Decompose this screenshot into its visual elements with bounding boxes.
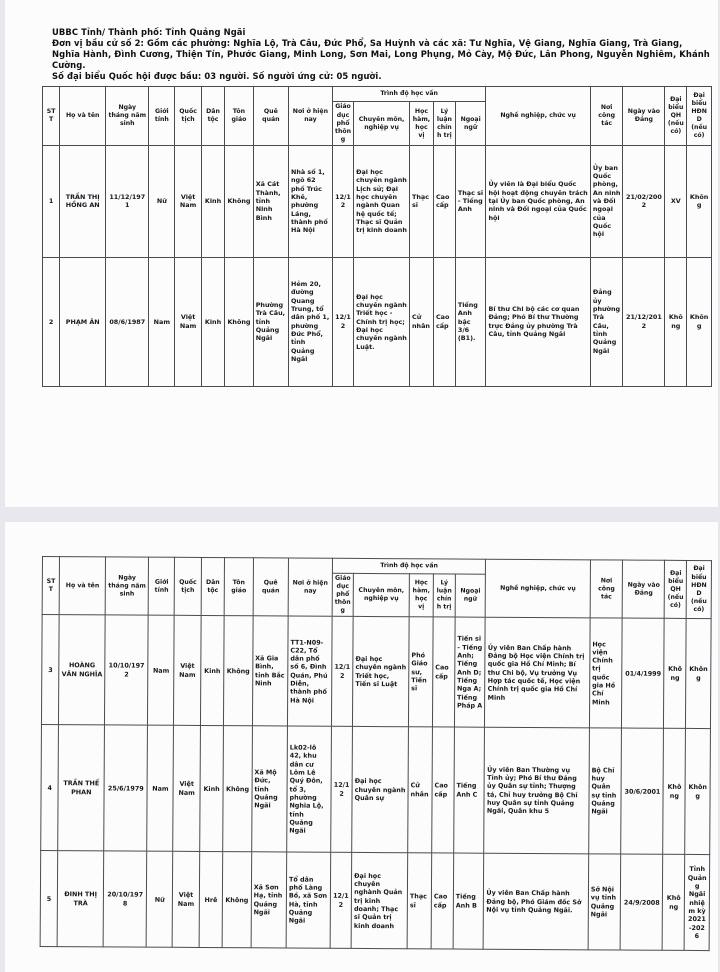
table-cell: 1	[43, 145, 60, 257]
table-cell: Bộ Chỉ huy Quân sự tỉnh Quảng Ngãi	[589, 728, 622, 854]
table-cell: Thạc sĩ - Tiếng Anh	[455, 145, 486, 257]
table-cell: Không	[685, 729, 710, 855]
column-header: STT	[43, 87, 60, 145]
column-header: Quê quán	[253, 558, 289, 617]
table-cell: Phó Giáo sư, Tiến sĩ	[408, 617, 433, 727]
ubbc-title-line: UBBC Tỉnh/ Thành phố: Tỉnh Quảng Ngãi	[52, 27, 246, 37]
table-cell: HOÀNG VĂN NGHĨA	[59, 615, 106, 725]
column-header: Nơi ở hiện nay	[288, 558, 332, 617]
table-cell: Không	[223, 726, 252, 852]
table-cell: 11/12/1971	[106, 145, 149, 257]
table-cell: Việt Nam	[175, 257, 202, 386]
column-header: Quốc tịch	[174, 557, 201, 615]
table-cell: 25/6/1979	[104, 725, 148, 851]
column-header: Dân tộc	[201, 87, 224, 145]
table-cell: Cử nhân	[408, 727, 433, 853]
table-cell: 2	[43, 257, 60, 386]
column-header: Quốc tịch	[175, 87, 202, 145]
table-cell: 24/9/2008	[621, 854, 663, 950]
education-group-header: Trình độ học vấn	[332, 87, 486, 102]
table-cell: 4	[41, 725, 59, 851]
table-cell: Tỉnh Quảng Ngãi nhiệm kỳ 2021-2026	[684, 855, 709, 951]
column-header: Giới tính	[149, 557, 175, 615]
table-cell: Cử nhân	[410, 257, 434, 386]
candidate-row	[40, 851, 710, 951]
table-cell: 12/12	[331, 617, 353, 727]
table-cell: 12/12	[330, 853, 352, 949]
candidate-row	[41, 615, 711, 729]
column-header: Học hàm, học vị	[410, 102, 434, 145]
table-cell: Xã Cát Thành, tỉnh Ninh Bình	[253, 145, 288, 257]
table-cell: 12/12	[331, 727, 353, 853]
column-header: Quê quán	[253, 87, 288, 145]
table-cell: ĐINH THỊ TRÀ	[57, 851, 103, 947]
table-cell: 21/02/2002	[623, 145, 665, 257]
table-cell: 21/12/2012	[623, 257, 665, 386]
table-cell: Việt Nam	[175, 145, 202, 257]
table-cell: Xã Sơn Hạ, tỉnh Quảng Ngãi	[251, 852, 287, 948]
table-cell: Cao cấp	[431, 853, 454, 949]
table-cell: Đại học chuyên ngành Quân sự	[352, 727, 409, 853]
table-cell: Không	[222, 852, 251, 948]
column-header: Nơi ở hiện nay	[288, 87, 332, 145]
candidate-row	[43, 145, 712, 257]
table-cell: Không	[686, 619, 711, 729]
table-cell: Ủy viên Ban Chấp hành Đảng bộ Học viện Chính trị quốc gia Hồ Chí Minh; Bí thư Chi bộ, Vụ trưởng Vụ Hợp tác quốc tế, Học viện Chính trị quốc gia Hồ Chí Minh	[485, 618, 590, 729]
table-cell: Không	[224, 616, 253, 726]
table-cell: Ủy viên Ban Chấp hành Đảng bộ, Phó Giám đốc Sở Nội vụ tỉnh Quảng Ngãi.	[484, 854, 589, 951]
table-cell: Tổ dân phố Làng Bồ, xã Sơn Hà, tỉnh Quảng Ngãi	[286, 852, 330, 948]
table-cell: 01/4/1999	[622, 618, 665, 728]
table-cell: Nam	[147, 725, 174, 851]
column-header: Giới tính	[149, 87, 175, 145]
table-cell: Cao cấp	[432, 727, 455, 853]
table-cell: Việt Nam	[173, 726, 200, 852]
column-header: Nghề nghiệp, chức vụ	[486, 87, 590, 145]
table-cell: Kinh	[200, 726, 224, 852]
column-header: Giáo dục phổ thông	[332, 102, 353, 145]
table-cell: 5	[40, 851, 58, 947]
table-cell: Tiếng Anh C	[454, 727, 485, 853]
column-header: Lý luận chính trị	[433, 102, 455, 145]
table-cell: Không	[687, 145, 712, 257]
table-cell: PHẠM ÂN	[60, 257, 106, 386]
column-header: Họ và tên	[60, 87, 106, 145]
table-cell: Cao cấp	[433, 145, 455, 257]
candidate-row	[41, 725, 711, 855]
table-cell: Không	[687, 257, 712, 386]
table-cell: Nữ	[149, 145, 175, 257]
table-cell: Nhà số 1, ngõ 62 phố Trúc Khê, phường Láng, thành phố Hà Nội	[288, 145, 332, 257]
document-header	[52, 27, 710, 82]
table-cell: Nam	[149, 257, 175, 386]
column-header: Tôn giáo	[225, 87, 254, 145]
column-header: Ngày tháng năm sinh	[106, 87, 149, 145]
column-header: Ngày tháng năm sinh	[105, 557, 149, 616]
table-cell: Tiến sĩ - Tiếng Anh; Tiếng Anh D; Tiếng Nga A; Tiếng Pháp A	[454, 617, 485, 727]
table-cell: Xã Mộ Đức, tỉnh Quảng Ngãi	[251, 726, 287, 852]
column-header: Đại biểu QH (nếu có)	[664, 560, 686, 618]
table-cell: Lk02-lô 42, khu dân cư Lõm Lê Quý Đôn, tổ 3, phường Nghĩa Lộ, tỉnh Quảng Ngãi	[287, 726, 332, 852]
column-header: Nơi công tác	[590, 560, 623, 619]
table-cell: Thạc sĩ	[407, 853, 432, 949]
column-header: STT	[42, 557, 60, 615]
table-cell: Thạc sĩ	[410, 145, 434, 257]
column-header: Ngoại ngữ	[455, 102, 486, 145]
table-cell: 20/10/1978	[103, 851, 147, 947]
table-cell: 3	[41, 615, 59, 725]
table-cell: XV	[665, 145, 687, 257]
column-header: Tôn giáo	[224, 558, 253, 616]
table-cell: Hẻm 20, đường Quang Trung, tổ dân phố 1, phường Đức Phổ, tỉnh Quảng Ngãi	[288, 257, 332, 386]
candidate-row	[43, 257, 712, 386]
table-cell: 30/6/2001	[621, 728, 664, 854]
table-cell: Cao cấp	[432, 617, 455, 727]
table-cell: Cao cấp	[433, 257, 455, 386]
column-header: Học hàm, học vị	[409, 574, 433, 617]
table-cell: Phường Trà Câu, tỉnh Quảng Ngãi	[253, 257, 288, 386]
column-header: Đại biểu HĐND (nếu có)	[686, 560, 711, 618]
candidate-table-page-1	[42, 86, 712, 386]
table-cell: Không	[665, 257, 687, 386]
table-cell: Không	[225, 257, 254, 386]
table-cell: Kinh	[201, 257, 224, 386]
table-cell: Sở Nội vụ tỉnh Quảng Ngãi	[588, 854, 621, 950]
table-cell: 12/12	[332, 257, 353, 386]
education-group-header: Trình độ học vấn	[332, 558, 486, 574]
table-cell: Xã Gia Bình, tỉnh Bắc Ninh	[252, 616, 288, 726]
column-header: Nghề nghiệp, chức vụ	[486, 559, 591, 618]
table-cell: TT1-N09-C22, Tổ dân phố số 6, Đình Quán, Phú Diễn, thành phố Hà Nội	[287, 616, 332, 726]
table-cell: Tiếng Anh bậc 3/6 (B1).	[455, 257, 486, 386]
table-cell: 10/10/1972	[105, 615, 149, 725]
table-cell: Nam	[148, 615, 175, 725]
scanned-page-2	[5, 522, 718, 972]
table-cell: Ủy viên là Đại biểu Quốc hội hoạt động chuyên trách tại Ủy ban Quốc phòng, An ninh và Đối ngoại của Quốc hội	[486, 145, 590, 257]
table-cell: Đảng ủy phường Trà Câu, tỉnh Quảng Ngãi	[590, 257, 623, 386]
column-header: Dân tộc	[201, 557, 225, 615]
table-cell: Đại học chuyên ngành Triết học - Chính trị học; Đại học chuyên ngành Luật.	[354, 257, 410, 386]
candidate-table-page-2	[40, 556, 712, 951]
table-cell: Đại học chuyên ngành Lịch sử; Đại học chuyên ngành Quan hệ quốc tế; Thạc sĩ Quản trị kinh doanh	[354, 145, 410, 257]
table-cell: Bí thư Chi bộ các cơ quan Đảng; Phó Bí thư Thường trực Đảng ủy phường Trà Câu, tỉnh Quảng Ngãi	[486, 257, 590, 386]
table-cell: Ủy ban Quốc phòng, An ninh và Đối ngoại của Quốc hội	[590, 145, 623, 257]
table-cell: Tiếng Anh B	[453, 853, 484, 949]
table-cell: TRẦN THỊ HỒNG AN	[60, 145, 106, 257]
table-cell: Không	[662, 855, 685, 951]
column-header: Giáo dục phổ thông	[332, 573, 354, 616]
column-header: Họ và tên	[59, 557, 105, 616]
summary-line: Số đại biểu Quốc hội được bầu: 03 người. Số người ứng cử: 05 người.	[52, 71, 382, 82]
table-cell: Việt Nam	[172, 852, 199, 948]
column-header: Đại biểu QH (nếu có)	[665, 87, 687, 145]
table-cell: Kinh	[200, 616, 224, 726]
table-cell: Ủy viên Ban Thường vụ Tỉnh ủy; Phó Bí thư Đảng ủy Quân sự tỉnh; Thượng tá, Chỉ huy trưởng Bộ Chỉ huy Quân sự tỉnh Quảng Ngãi, Quân khu 5	[484, 728, 589, 855]
column-header: Lý luận chính trị	[433, 574, 455, 617]
column-header: Ngày vào Đảng	[623, 87, 665, 145]
table-cell: Đại học chuyên ngành Triết học, Tiến sĩ Luật	[353, 617, 410, 727]
table-cell: Không	[663, 729, 686, 855]
table-cell: Không	[225, 145, 254, 257]
column-header: Chuyên môn, nghiệp vụ	[354, 102, 410, 145]
column-header: Ngày vào Đảng	[623, 560, 665, 619]
scanned-page-1	[5, 0, 718, 507]
table-cell: Hrê	[199, 852, 223, 948]
table-cell: 08/6/1987	[106, 257, 149, 386]
column-header: Nơi công tác	[590, 87, 623, 145]
table-cell: TRẦN THẾ PHAN	[58, 725, 105, 851]
table-cell: Việt Nam	[174, 616, 201, 726]
table-cell: Nữ	[146, 851, 173, 947]
column-header: Chuyên môn, nghiệp vụ	[353, 573, 409, 617]
table-cell: Đại học chuyên nghành Quản trị kinh doanh; Thạc sĩ Quản trị kinh doanh	[351, 853, 407, 949]
table-cell: Không	[664, 619, 687, 729]
column-header: Ngoại ngữ	[455, 574, 486, 617]
table-cell: 12/12	[332, 145, 353, 257]
table-cell: Học viện Chính trị quốc gia Hồ Chí Minh	[589, 618, 622, 728]
column-header: Đại biểu HĐND (nếu có)	[687, 87, 712, 145]
table-cell: Kinh	[201, 145, 224, 257]
election-unit-line: Đơn vị bầu cử số 2: Gồm các phường: Nghĩa Lộ, Trà Câu, Đức Phổ, Sa Huỳnh và các xã: Tư Nghĩa, Vệ Giang, Nghĩa Giang, Trà Giang, Nghĩa Hành, Đình Cương, Thiện Tín, Phước Giang, Minh Long, Sơn Mai, Long Phụng, Mỏ Cày, Mộ Đức, Lân Phong, Nguyễn Nghiêm, Khánh Cường.	[52, 38, 710, 71]
